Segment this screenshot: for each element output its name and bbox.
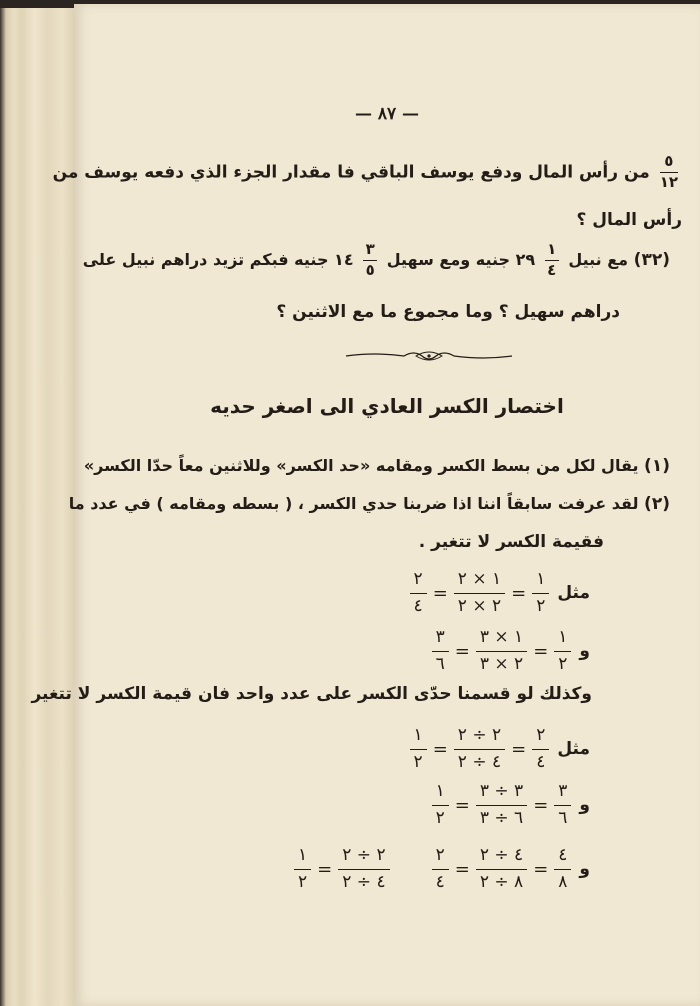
problem-32-part-a: مع نبيل	[568, 249, 629, 269]
fraction-denominator: ٢ × ٢	[457, 595, 502, 616]
fraction-denominator: ٢	[298, 871, 308, 892]
decorative-ornament-divider	[344, 348, 514, 364]
fraction-denominator: ٢	[435, 807, 445, 828]
fraction-numerator: ٣	[435, 627, 445, 647]
problem-top-line1	[53, 154, 682, 191]
fraction-numerator: ١	[536, 569, 546, 589]
fraction-three-fifths	[363, 242, 377, 279]
equals-sign: =	[511, 738, 527, 760]
and-label: و	[579, 795, 590, 816]
fraction	[294, 846, 311, 892]
fraction-bar	[476, 651, 527, 652]
problem-32-part-b: ٢٩ جنيه ومع سهيل	[386, 249, 536, 269]
fraction-numerator: ١	[558, 627, 568, 647]
fraction	[476, 782, 527, 828]
fraction-denominator: ٤	[536, 751, 546, 772]
fraction-denominator: ٤	[413, 595, 423, 616]
example-label: مثل	[557, 739, 590, 760]
fraction-numerator: ٢ ÷ ٢	[342, 845, 386, 865]
fraction	[532, 726, 549, 772]
fraction	[476, 846, 527, 892]
fraction	[454, 570, 505, 616]
fraction-denominator: ٢ × ٣	[479, 653, 524, 674]
fraction-numerator: ٢	[435, 845, 445, 865]
fraction-numerator: ١ × ٣	[479, 627, 524, 647]
fraction-five-twelfths	[660, 154, 678, 191]
fraction-numerator: ١ × ٢	[457, 569, 502, 589]
fraction-numerator: ٢	[536, 725, 546, 745]
equals-sign: =	[454, 858, 470, 880]
fraction-denominator: ٦	[558, 807, 568, 828]
fraction-denominator: ٤	[547, 260, 557, 279]
fraction-bar	[410, 749, 427, 750]
fraction-numerator: ٣	[365, 240, 375, 258]
fraction	[454, 726, 505, 772]
rule-2-line1	[69, 494, 670, 514]
fraction-numerator: ١	[435, 781, 445, 801]
fraction	[554, 628, 571, 674]
fraction	[554, 846, 571, 892]
rule-1	[84, 456, 670, 476]
fraction-denominator: ٥	[365, 260, 375, 279]
fraction-denominator: ٢	[413, 751, 423, 772]
equation-mult-1	[410, 570, 590, 616]
fraction-numerator: ١	[547, 240, 557, 258]
equals-sign: =	[432, 582, 448, 604]
fraction-bar	[554, 805, 571, 806]
equals-sign: =	[533, 794, 549, 816]
rule-2-text: لقد عرفت سابقاً اننا اذا ضربنا حدي الكسر ، ( بسطه ومقامه ) في عدد ما	[68, 494, 639, 513]
problem-32-part-c: ١٤ جنيه فبكم تزيد دراهم نبيل على	[82, 249, 354, 269]
equation-mult-2	[432, 628, 590, 674]
equals-sign: =	[533, 858, 549, 880]
fraction-bar	[432, 869, 449, 870]
fraction-bar	[476, 805, 527, 806]
fraction-denominator: ٨ ÷ ٢	[479, 871, 524, 892]
fraction-numerator: ١	[298, 845, 308, 865]
book-page	[31, 4, 700, 1006]
fraction-one-quarter	[545, 242, 559, 279]
fraction-numerator: ٤ ÷ ٢	[479, 845, 524, 865]
equals-sign: =	[454, 640, 470, 662]
fraction	[410, 726, 427, 772]
fraction-denominator: ٢	[536, 595, 546, 616]
fraction-bar	[454, 593, 505, 594]
fraction-denominator: ٦	[435, 653, 445, 674]
fraction-denominator: ٤ ÷ ٢	[457, 751, 502, 772]
fraction-bar	[476, 869, 527, 870]
fraction	[554, 782, 571, 828]
problem-32-line2: دراهم سهيل ؟ وما مجموع ما مع الاثنين ؟	[276, 302, 620, 322]
equals-sign: =	[317, 858, 333, 880]
fraction	[532, 570, 549, 616]
equation-div-1	[410, 726, 590, 772]
fraction-denominator: ٨	[558, 871, 568, 892]
fraction	[432, 628, 449, 674]
rule-number: (١)	[644, 456, 670, 476]
equation-div-3	[294, 846, 590, 892]
and-label: و	[579, 859, 590, 880]
page-number: — ٨٧ —	[354, 104, 420, 124]
fraction-numerator: ٣	[558, 781, 568, 801]
fraction-bar	[410, 593, 427, 594]
problem-top-text: من رأس المال ودفع يوسف الباقي فا مقدار الجزء الذي دفعه يوسف من	[52, 162, 650, 183]
fraction-bar	[338, 869, 389, 870]
rule-number: (٢)	[644, 494, 670, 514]
division-sentence: وكذلك لو قسمنا حدّى الكسر على عدد واحد فان قيمة الكسر لا تتغير	[31, 684, 592, 704]
fraction-numerator: ٥	[664, 152, 674, 170]
fraction-bar	[532, 593, 549, 594]
fraction-bar	[294, 869, 311, 870]
problem-32-line1	[83, 242, 670, 279]
fraction-bar	[532, 749, 549, 750]
equals-sign: =	[454, 794, 470, 816]
fraction-numerator: ٢	[413, 569, 423, 589]
fraction-numerator: ١	[413, 725, 423, 745]
equals-sign: =	[533, 640, 549, 662]
fraction	[338, 846, 389, 892]
and-label: و	[579, 641, 590, 662]
fraction-bar	[454, 749, 505, 750]
rule-2-line2: فقيمة الكسر لا تتغير .	[418, 532, 604, 552]
fraction-numerator: ٤	[558, 845, 568, 865]
problem-number: (٣٢)	[633, 249, 670, 270]
fraction-bar	[432, 805, 449, 806]
fraction-denominator: ٤ ÷ ٢	[342, 871, 386, 892]
fraction	[476, 628, 527, 674]
fraction-numerator: ٢ ÷ ٢	[457, 725, 502, 745]
section-heading: اختصار الكسر العادي الى اصغر حديه	[210, 394, 564, 418]
fraction-bar	[432, 651, 449, 652]
equals-sign: =	[511, 582, 527, 604]
fraction-bar	[554, 869, 571, 870]
fraction	[410, 570, 427, 616]
fraction-denominator: ٢	[558, 653, 568, 674]
equals-sign: =	[432, 738, 448, 760]
fraction-bar	[554, 651, 571, 652]
example-label: مثل	[557, 583, 590, 604]
rule-1-text: يقال لكل من بسط الكسر ومقامه «حد الكسر» وللاثنين معاً حدّا الكسر»	[83, 456, 639, 475]
fraction	[432, 782, 449, 828]
problem-top-line2: رأس المال ؟	[576, 210, 682, 230]
equation-div-2	[432, 782, 590, 828]
fraction-numerator: ٣ ÷ ٣	[479, 781, 524, 801]
fraction-denominator: ٦ ÷ ٣	[479, 807, 524, 828]
fraction-denominator: ٤	[435, 871, 445, 892]
fraction	[432, 846, 449, 892]
fraction-denominator: ١٢	[659, 172, 678, 191]
